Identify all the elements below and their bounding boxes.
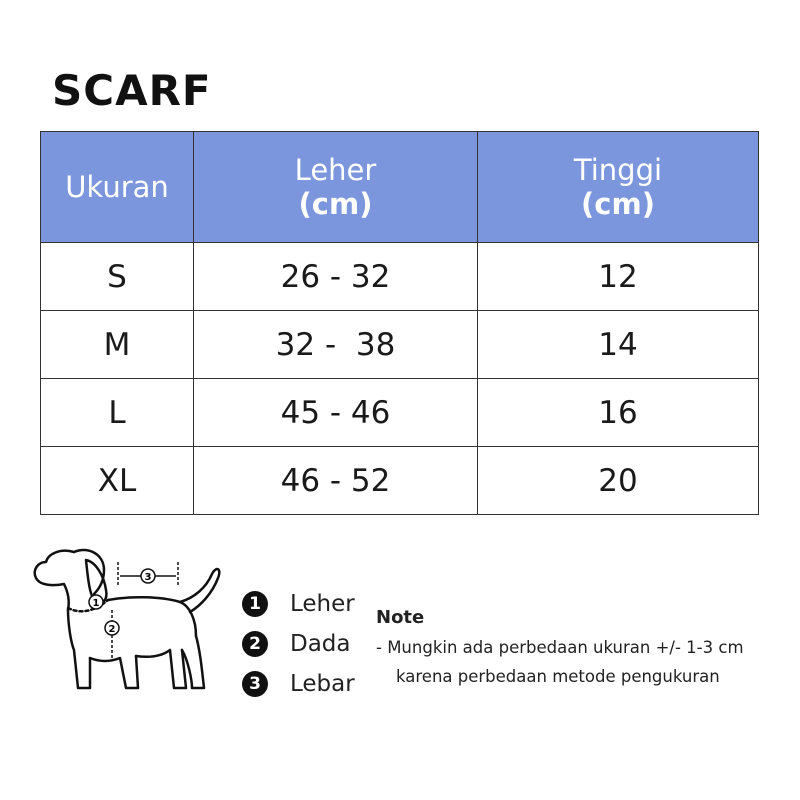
cell-tinggi: 14 [478, 311, 759, 379]
cell-tinggi: 12 [478, 243, 759, 311]
note-line: - Mungkin ada perbedaan ukuran +/- 1-3 cm [376, 638, 744, 657]
legend-label: Lebar [290, 671, 355, 697]
table-row [41, 311, 759, 379]
number-1-badge: 1 [242, 591, 268, 617]
cell-leher: 32 - 38 [194, 311, 478, 379]
table-row [41, 243, 759, 311]
number-3-badge: 3 [242, 671, 268, 697]
dog-outline-measurement-icon [30, 540, 230, 710]
measure-marker-1 [89, 595, 103, 609]
legend-item-lebar [242, 664, 355, 704]
cell-size: M [41, 311, 194, 379]
legend-item-leher [242, 584, 355, 624]
header-tinggi: Tinggi (cm) [478, 132, 759, 243]
table-header-row [41, 132, 759, 243]
legend-item-dada [242, 624, 355, 664]
cell-leher: 26 - 32 [194, 243, 478, 311]
table-row [41, 379, 759, 447]
svg-text:1: 1 [92, 598, 100, 609]
note-title: Note [376, 607, 425, 628]
legend-label: Dada [290, 631, 351, 657]
header-ukuran: Ukuran [41, 132, 194, 243]
number-2-badge: 2 [242, 631, 268, 657]
cell-tinggi: 20 [478, 447, 759, 515]
svg-text:2: 2 [108, 624, 116, 635]
header-leher: Leher (cm) [194, 132, 478, 243]
measure-marker-2 [105, 621, 119, 635]
cell-leher: 45 - 46 [194, 379, 478, 447]
svg-text:3: 3 [144, 572, 152, 583]
note-block [376, 607, 744, 691]
cell-size: L [41, 379, 194, 447]
measurement-legend [242, 584, 355, 704]
cell-tinggi: 16 [478, 379, 759, 447]
legend-label: Leher [290, 591, 355, 617]
page-title: SCARF [52, 66, 212, 115]
size-chart-table [40, 131, 759, 515]
cell-size: XL [41, 447, 194, 515]
measure-marker-3 [141, 569, 155, 583]
note-line: karena perbedaan metode pengukuran [396, 667, 720, 686]
table-row [41, 447, 759, 515]
cell-leher: 46 - 52 [194, 447, 478, 515]
cell-size: S [41, 243, 194, 311]
